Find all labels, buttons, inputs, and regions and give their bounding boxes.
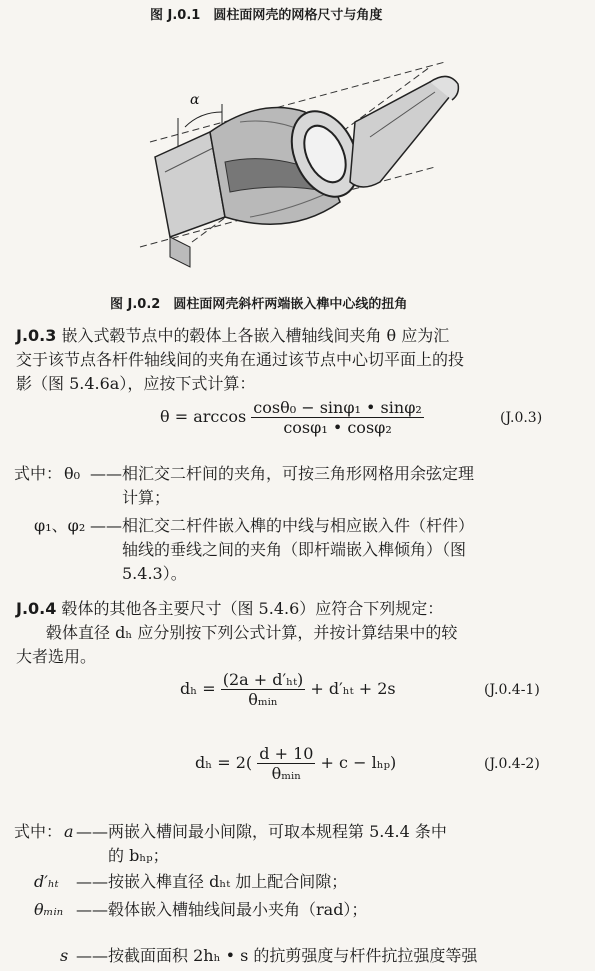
cylinder-hub-illustration xyxy=(130,42,480,282)
equation-j04-1-fraction xyxy=(221,670,306,709)
equation-j04-1 xyxy=(180,670,396,709)
j03-def1-line2: 计算； xyxy=(122,488,171,507)
equation-j04-2-rest: + c − lₕₚ) xyxy=(320,753,397,772)
equation-j03 xyxy=(160,398,424,437)
clause-j03-text-line2: 交于该节点各杆件轴线间的夹角在通过该节点中心切平面上的投 xyxy=(16,350,465,369)
clause-j03-text-line3: 影（图 5.4.6a），应按下式计算： xyxy=(16,374,256,393)
equation-j04-2 xyxy=(195,744,396,783)
j03-symbol-theta0: θ₀ xyxy=(64,464,81,483)
figure-j02-caption: 图 J.0.2 圆柱面网壳斜杆两端嵌入榫中心线的扭角 xyxy=(110,297,408,312)
equation-j03-lhs: θ = arccos xyxy=(160,407,247,426)
clause-j04-text-line2: 毂体直径 dₕ 应分别按下列公式计算，并按计算结果中的较 xyxy=(46,623,458,642)
equation-j04-2-number: (J.0.4-2) xyxy=(484,756,540,772)
j04-symbol-theta-min: θₘᵢₙ xyxy=(34,900,64,919)
equation-j04-2-lhs: dₕ = 2( xyxy=(195,753,253,772)
j03-def1-line1: ——相汇交二杆间的夹角，可按三角形网格用余弦定理 xyxy=(90,464,475,483)
j03-def2-line1: ——相汇交二杆件嵌入榫的中线与相应嵌入件（杆件） xyxy=(90,516,475,535)
alpha-label: α xyxy=(190,92,200,108)
figure-j01-caption: 图 J.0.1 圆柱面网壳的网格尺寸与角度 xyxy=(150,8,383,23)
j04-def-a-line2: 的 bₕₚ； xyxy=(108,846,169,865)
equation-j04-2-denominator: θₘᵢₙ xyxy=(271,764,302,783)
clause-j03-number: J.0.3 xyxy=(16,326,57,345)
equation-j04-1-numerator: (2a + d′ₕₜ) xyxy=(222,670,304,689)
j04-def-theta-min: ——毂体嵌入槽轴线间最小夹角（rad）； xyxy=(76,900,368,919)
clause-j03 xyxy=(16,324,586,396)
clause-j04-number: J.0.4 xyxy=(16,599,57,618)
equation-j04-2-fraction xyxy=(257,744,315,783)
clause-j04-text-line3: 大者选用。 xyxy=(16,647,97,666)
equation-j03-denominator: cosφ₁ • cosφ₂ xyxy=(283,418,392,437)
equation-j04-1-number: (J.0.4-1) xyxy=(484,682,540,698)
j04-def-a-line1: ——两嵌入槽间最小间隙，可取本规程第 5.4.4 条中 xyxy=(76,822,447,841)
equation-j03-numerator: cosθ₀ − sinφ₁ • sinφ₂ xyxy=(253,398,422,417)
equation-j04-2-numerator: d + 10 xyxy=(259,744,314,763)
j04-symbol-a: a xyxy=(64,822,74,841)
j04-def-s: ——按截面面积 2hₕ • s 的抗剪强度与杆件抗拉强度等强 xyxy=(76,946,478,965)
j03-where-label: 式中： xyxy=(14,464,63,483)
j03-def2-line3: 5.4.3）。 xyxy=(122,564,187,583)
equation-j04-1-lhs: dₕ = xyxy=(180,679,216,698)
equation-j03-number: (J.0.3) xyxy=(500,410,543,426)
j04-symbol-s: s xyxy=(60,946,69,965)
clause-j03-text-line1: 嵌入式毂节点中的毂体上各嵌入槽轴线间夹角 θ 应为汇 xyxy=(61,326,450,345)
j03-symbol-phi: φ₁、φ₂ xyxy=(34,516,86,535)
j03-def2-line2: 轴线的垂线之间的夹角（即杆端嵌入榫倾角）（图 xyxy=(122,540,467,559)
equation-j04-1-rest: + d′ₕₜ + 2s xyxy=(310,679,396,698)
j04-symbol-dht: d′ₕₜ xyxy=(34,872,59,891)
j04-def-dht: ——按嵌入榫直径 dₕₜ 加上配合间隙； xyxy=(76,872,348,891)
clause-j04-text-line1: 毂体的其他各主要尺寸（图 5.4.6）应符合下列规定： xyxy=(61,599,444,618)
clause-j04 xyxy=(16,597,586,669)
equation-j04-1-denominator: θₘᵢₙ xyxy=(248,690,278,709)
equation-j03-fraction xyxy=(251,398,424,437)
j04-where-label: 式中： xyxy=(14,822,63,841)
